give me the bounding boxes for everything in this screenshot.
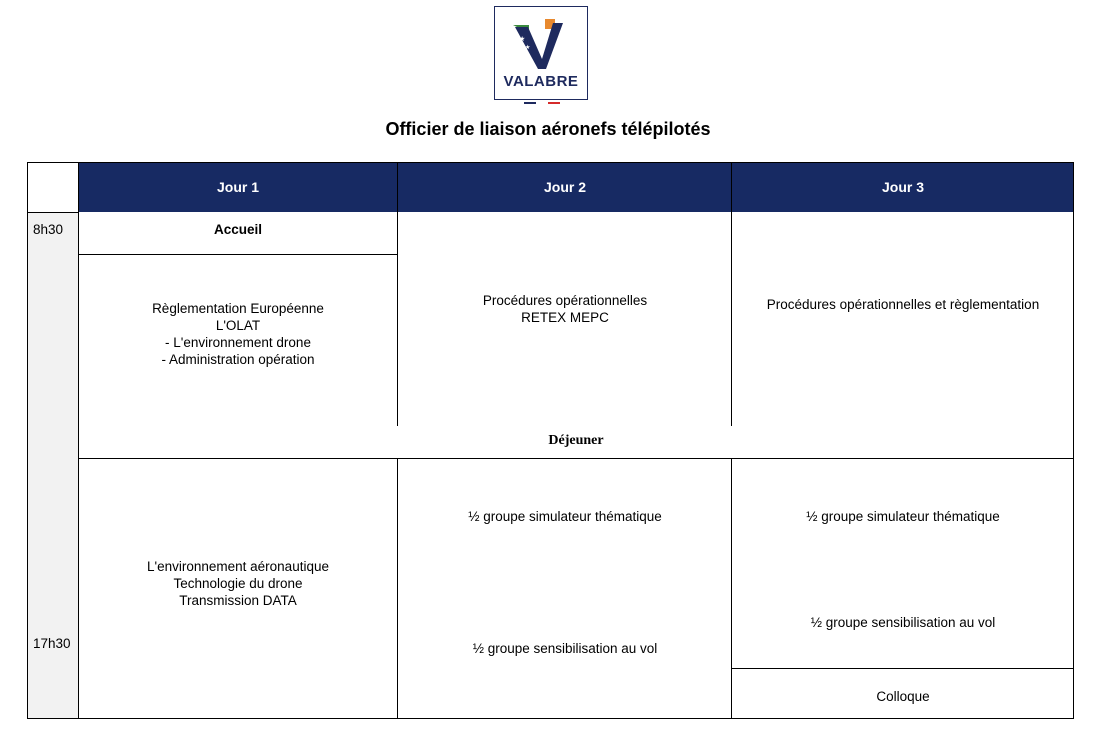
day1-afternoon [78,458,398,719]
grid-line [27,718,1074,719]
grid-line [78,458,1074,459]
day3-closing: Colloque [876,688,930,704]
logo-flag-underline [524,91,560,93]
header-day2: Jour 2 [398,162,732,212]
grid-line [731,162,732,426]
grid-line [78,162,79,719]
end-time: 17h30 [33,636,71,651]
day2-morning-line: RETEX MEPC [521,310,609,325]
day2-flight-awareness: ½ groupe sensibilisation au vol [472,640,658,656]
grid-line [397,162,398,426]
day1-morning-line: Règlementation Européenne [152,301,324,316]
day1-welcome: Accueil [213,221,263,237]
day2-morning-line: Procédures opérationnelles [482,293,648,308]
day1-morning-line: L'OLAT [215,318,261,333]
schedule-table [27,162,1074,719]
grid-line [27,162,1074,163]
header-day3: Jour 3 [732,162,1074,212]
logo-text: VALABRE [503,73,579,90]
grid-line [1073,162,1074,719]
grid-line [27,212,79,213]
page-title: Officier de liaison aéronefs télépilotés [385,119,711,139]
grid-line [732,668,1074,669]
grid-line [78,254,398,255]
day2-simulator: ½ groupe simulateur thématique [468,508,662,524]
grid-line [397,458,398,719]
day1-afternoon-line: Transmission DATA [179,593,297,608]
day3-simulator: ½ groupe simulateur thématique [806,508,1000,524]
day2-morning [398,212,732,426]
day1-morning-line: - L'environnement drone [165,335,311,350]
grid-line [731,458,732,719]
start-time: 8h30 [33,222,64,237]
grid-line [27,162,28,719]
day3-flight-awareness: ½ groupe sensibilisation au vol [810,614,996,630]
day1-morning-line: - Administration opération [161,352,315,367]
valabre-logo [494,6,588,100]
svg-text:★: ★ [525,44,531,51]
day1-afternoon-line: L'environnement aéronautique [147,559,329,574]
header-day1: Jour 1 [78,162,398,212]
day1-morning [78,254,398,426]
day1-afternoon-line: Technologie du drone [173,576,303,591]
lunch-row: Déjeuner [548,432,604,448]
svg-text:★: ★ [519,35,526,43]
day3-morning: Procédures opérationnelles et règlementation [766,296,1040,312]
